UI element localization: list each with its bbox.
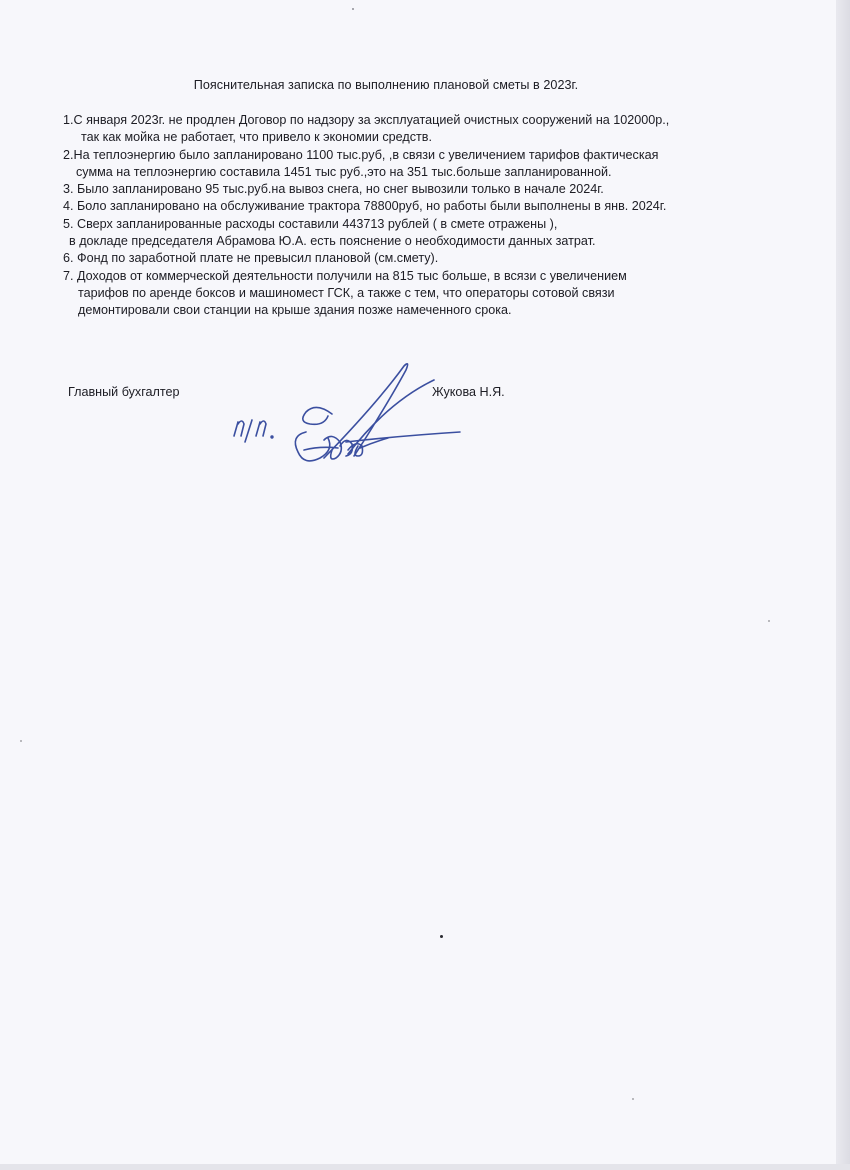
item-line: тарифов по аренде боксов и машиномест ГСК, а также с тем, что операторы сотовой связи: [78, 285, 615, 300]
handwritten-signature: [228, 362, 478, 487]
item-line: 4. Боло запланировано на обслуживание трактора 78800руб, но работы были выполнены в янв. 2024г.: [63, 199, 667, 214]
scan-speck: [352, 8, 354, 10]
list-item: [63, 181, 763, 198]
signer-role: Главный бухгалтер: [68, 385, 180, 399]
signer-name: Жукова Н.Я.: [432, 385, 505, 399]
scan-speck: [768, 620, 770, 622]
item-line: 1.С января 2023г. не продлен Договор по надзору за эксплуатацией очистных сооружений на 102000р.,: [63, 113, 670, 127]
item-line: сумма на теплоэнергию составила 1451 тыс руб.,это на 351 тыс.больше запланированной.: [76, 164, 612, 179]
list-item: [63, 112, 763, 147]
list-item: [63, 147, 763, 182]
scan-edge: [836, 0, 850, 1170]
document-title: Пояснительная записка по выполнению плановой сметы в 2023г.: [193, 78, 579, 92]
scan-speck: [632, 1098, 634, 1100]
item-line: демонтировали свои станции на крыше здания позже намеченного срока.: [78, 303, 512, 318]
item-line: 7. Доходов от коммерческой деятельности получили на 815 тыс больше, в всязи с увеличением: [63, 268, 627, 283]
list-item: [63, 268, 763, 320]
scan-speck: [20, 740, 22, 742]
item-line: 5. Сверх запланированные расходы составили 443713 рублей ( в смете отражены ),: [63, 216, 558, 231]
item-line: в докладе председателя Абрамова Ю.А. есть пояснение о необходимости данных затрат.: [69, 234, 596, 249]
item-line: 6. Фонд по заработной плате не превысил плановой (см.смету).: [63, 251, 439, 266]
item-line: 3. Было запланировано 95 тыс.руб.на вывоз снега, но снег вывозили только в начале 2024г.: [63, 182, 604, 197]
list-item: [63, 198, 763, 215]
items-list: [63, 112, 763, 320]
item-line: 2.На теплоэнергию было запланировано 1100 тыс.руб, ,в связи с увеличением тарифов фактическая: [63, 147, 659, 162]
list-item: [63, 250, 763, 267]
item-line: так как мойка не работает, что привело к экономии средств.: [81, 130, 433, 145]
list-item: [63, 216, 763, 251]
scan-bottom-edge: [0, 1164, 850, 1170]
scan-speck: [440, 935, 443, 938]
